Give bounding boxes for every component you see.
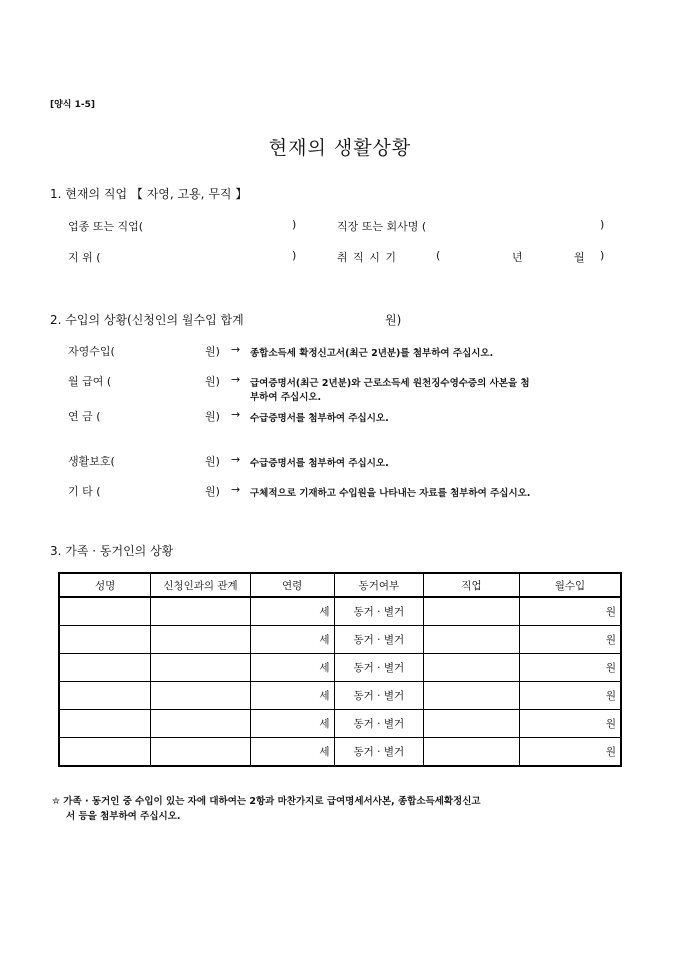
- name-cell[interactable]: [59, 626, 151, 654]
- age-cell[interactable]: 세: [250, 682, 334, 710]
- cohab-cell[interactable]: 동거 · 별거: [334, 738, 424, 767]
- name-cell[interactable]: [59, 710, 151, 738]
- position-label: 지 위 (: [68, 251, 101, 264]
- employment-types: 【 자영, 고용, 무직 】: [130, 187, 248, 201]
- income-label: 자영수입(: [68, 345, 115, 358]
- income-cell[interactable]: 원: [519, 738, 621, 767]
- footnote-line2: 서 등을 첨부하여 주십시오.: [66, 811, 181, 822]
- arrow-icon: →: [231, 453, 241, 466]
- income-won: 원): [205, 410, 220, 423]
- relation-cell[interactable]: [151, 597, 251, 626]
- income-label: 월 급여 (: [68, 375, 112, 388]
- employment-date-label: 취 직 시 기: [337, 251, 397, 264]
- table-row: [59, 597, 621, 626]
- arrow-icon: →: [231, 343, 241, 356]
- workplace-label: 직장 또는 회사명 (: [337, 220, 427, 233]
- occupation-close: ): [292, 218, 297, 231]
- col-income: 월수입: [519, 573, 621, 597]
- month-label: 월: [574, 251, 585, 264]
- table-row: [59, 682, 621, 710]
- income-cell[interactable]: 원: [519, 597, 621, 626]
- cohab-cell[interactable]: 동거 · 별거: [334, 710, 424, 738]
- income-label: 연 금 (: [68, 410, 101, 423]
- income-won: 원): [205, 345, 220, 358]
- table-row: [59, 626, 621, 654]
- arrow-icon: →: [231, 483, 241, 496]
- name-cell[interactable]: [59, 738, 151, 767]
- relation-cell[interactable]: [151, 682, 251, 710]
- col-job: 직업: [424, 573, 520, 597]
- section2-heading: 2. 수입의 상황(신청인의 월수입 합계: [50, 313, 244, 327]
- position-close: ): [292, 249, 297, 262]
- employment-close: ): [600, 249, 605, 262]
- income-desc-cont: 부하여 주십시오.: [250, 392, 322, 403]
- income-desc: 급여증명서(최근 2년분)와 근로소득세 원천징수영수증의 사본을 첨: [250, 378, 530, 389]
- income-cell[interactable]: 원: [519, 626, 621, 654]
- star-icon: ✮: [52, 796, 60, 807]
- income-cell[interactable]: 원: [519, 710, 621, 738]
- income-label: 기 타 (: [68, 485, 101, 498]
- job-cell[interactable]: [424, 682, 520, 710]
- arrow-icon: →: [231, 373, 241, 386]
- job-cell[interactable]: [424, 654, 520, 682]
- col-cohab: 동거여부: [334, 573, 424, 597]
- form-number: [양식 1-5]: [50, 100, 96, 110]
- section3-heading: 3. 가족 · 동거인의 상황: [50, 544, 174, 558]
- income-won: 원): [205, 375, 220, 388]
- relation-cell[interactable]: [151, 626, 251, 654]
- page-title: 현재의 생활상황: [268, 137, 412, 159]
- col-age: 연령: [250, 573, 334, 597]
- name-cell[interactable]: [59, 597, 151, 626]
- footnote: [52, 794, 632, 824]
- age-cell[interactable]: 세: [250, 626, 334, 654]
- age-cell[interactable]: 세: [250, 654, 334, 682]
- name-cell[interactable]: [59, 654, 151, 682]
- name-cell[interactable]: [59, 682, 151, 710]
- cohab-cell[interactable]: 동거 · 별거: [334, 682, 424, 710]
- table-header-row: [59, 573, 621, 597]
- job-cell[interactable]: [424, 626, 520, 654]
- job-cell[interactable]: [424, 738, 520, 767]
- income-cell[interactable]: 원: [519, 682, 621, 710]
- income-desc: 수급증명서를 첨부하여 주십시오.: [250, 413, 389, 424]
- arrow-icon: →: [231, 408, 241, 421]
- section1-heading: [50, 185, 247, 202]
- footnote-line1: 가족 · 동거인 중 수입이 있는 자에 대하여는 2항과 마찬가지로 급여명세서사본, 종합소득세확정신고: [63, 796, 481, 807]
- relation-cell[interactable]: [151, 710, 251, 738]
- relation-cell[interactable]: [151, 738, 251, 767]
- cohab-cell[interactable]: 동거 · 별거: [334, 654, 424, 682]
- age-cell[interactable]: 세: [250, 738, 334, 767]
- age-cell[interactable]: 세: [250, 710, 334, 738]
- income-desc: 구체적으로 기재하고 수입원을 나타내는 자료를 첨부하여 주십시오.: [250, 488, 531, 499]
- table-row: [59, 654, 621, 682]
- job-cell[interactable]: [424, 710, 520, 738]
- section1-heading-text: 1. 현재의 직업: [50, 187, 128, 201]
- family-table: [58, 572, 622, 767]
- age-cell[interactable]: 세: [250, 597, 334, 626]
- relation-cell[interactable]: [151, 654, 251, 682]
- income-desc: 수급증명서를 첨부하여 주십시오.: [250, 458, 389, 469]
- year-label: 년: [512, 251, 523, 264]
- income-won: 원): [205, 455, 220, 468]
- table-row: [59, 710, 621, 738]
- employment-open: (: [436, 249, 441, 262]
- occupation-label: 업종 또는 직업(: [68, 220, 144, 233]
- income-label: 생활보호(: [68, 455, 115, 468]
- income-won: 원): [205, 485, 220, 498]
- job-cell[interactable]: [424, 597, 520, 626]
- section2-won: 원): [385, 313, 402, 327]
- workplace-close: ): [600, 218, 605, 231]
- table-row: [59, 738, 621, 767]
- cohab-cell[interactable]: 동거 · 별거: [334, 597, 424, 626]
- income-cell[interactable]: 원: [519, 654, 621, 682]
- col-relation: 신청인과의 관계: [151, 573, 251, 597]
- col-name: 성명: [59, 573, 151, 597]
- income-desc: 종합소득세 확정신고서(최근 2년분)를 첨부하여 주십시오.: [250, 348, 494, 359]
- cohab-cell[interactable]: 동거 · 별거: [334, 626, 424, 654]
